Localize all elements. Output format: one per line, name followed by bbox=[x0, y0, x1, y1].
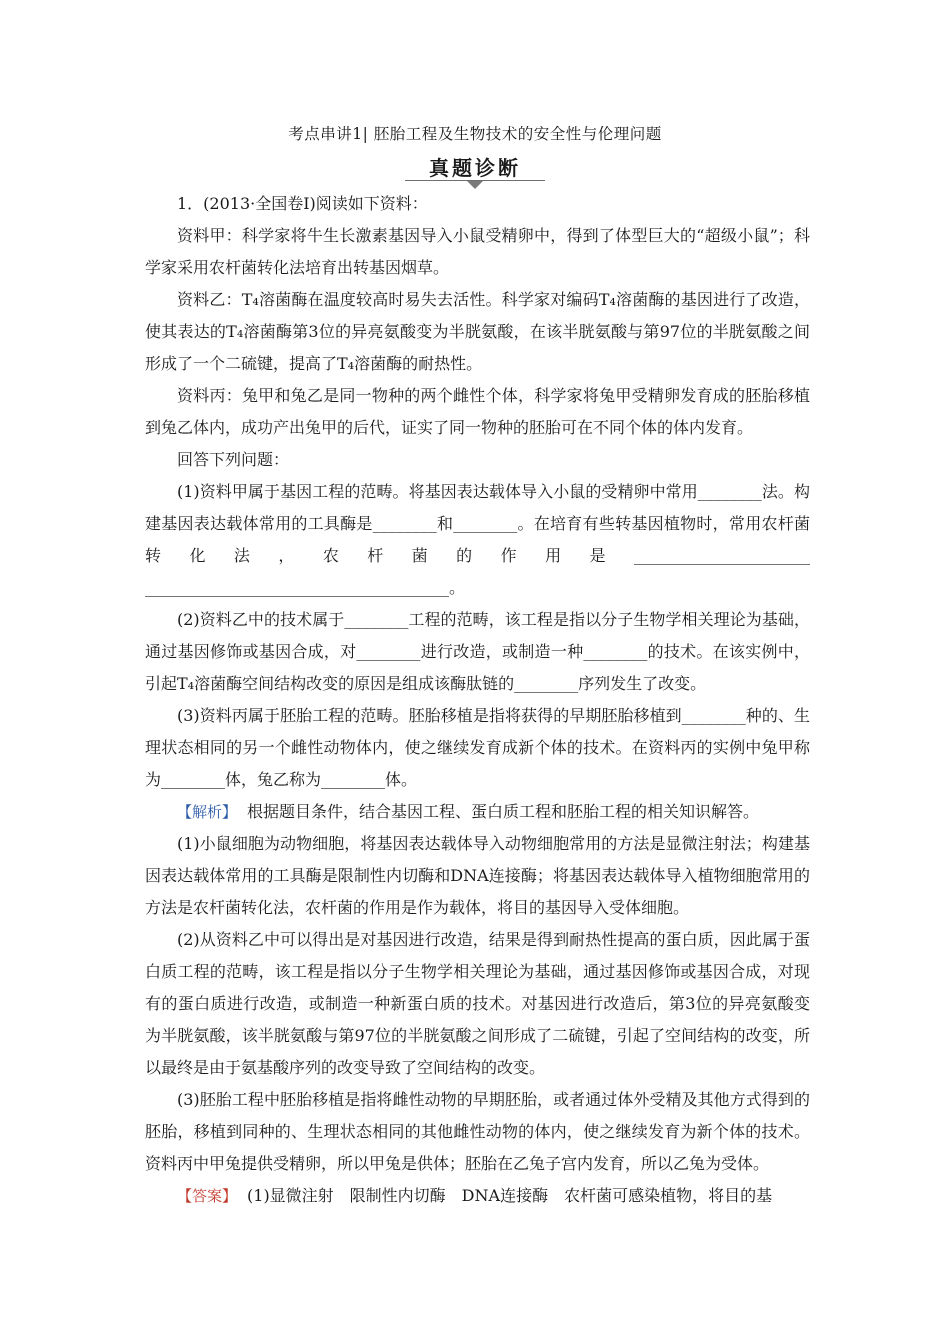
lecture-title: 考点串讲1| 胚胎工程及生物技术的安全性与伦理问题 bbox=[288, 125, 662, 143]
material-yi: 资料乙：T₄溶菌酶在温度较高时易失去活性。科学家对编码T₄溶菌酶的基因进行了改造，使其表达的T₄溶菌酶第3位的异亮氨酸变为半胱氨酸，在该半胱氨酸与第97位的半胱氨酸之间形成了一个二硫键，提高了T₄溶菌酶的耐热性。 bbox=[145, 290, 810, 373]
sub-question-3: (3)资料丙属于胚胎工程的范畴。胚胎移植是指将获得的早期胚胎移植到________种的、生理状态相同的另一个雌性动物体内，使之继续发育成新个体的技术。在资料丙的实例中兔甲称为________体，兔乙称为________体。 bbox=[145, 706, 810, 789]
analysis-label: 【解析】 bbox=[177, 803, 238, 821]
sub-question-1: (1)资料甲属于基因工程的范畴。将基因表达载体导入小鼠的受精卵中常用________法。构建基因表达载体常用的工具酶是________和________。在培育有些转基因植物时，常用农杆菌转化法，农杆菌的作用是______________________ ______________________________________。 bbox=[145, 482, 810, 597]
analysis-lead: 根据题目条件，结合基因工程、蛋白质工程和胚胎工程的相关知识解答。 bbox=[247, 802, 760, 821]
material-jia: 资料甲：科学家将牛生长激素基因导入小鼠受精卵中，得到了体型巨大的“超级小鼠”；科学家采用农杆菌转化法培育出转基因烟草。 bbox=[145, 226, 810, 277]
answer-paragraph bbox=[145, 1180, 810, 1212]
material-bing: 资料丙：兔甲和兔乙是同一物种的两个雌性个体，科学家将兔甲受精卵发育成的胚胎移植到兔乙体内，成功产出兔甲的后代，证实了同一物种的胚胎可在不同个体的体内发育。 bbox=[145, 386, 810, 437]
banner-text: 真题诊断 bbox=[429, 156, 521, 180]
analysis-2: (2)从资料乙中可以得出是对基因进行改造，结果是得到耐热性提高的蛋白质，因此属于蛋白质工程的范畴，该工程是指以分子生物学相关理论为基础，通过基因修饰或基因合成，对现有的蛋白质进行改造，或制造一种新蛋白质的技术。对基因进行改造后，第3位的异亮氨酸变为半胱氨酸，该半胱氨酸与第97位的半胱氨酸之间形成了二硫键，引起了空间结构的改变，所以最终是由于氨基酸序列的改变导致了空间结构的改变。 bbox=[145, 930, 810, 1077]
section-banner bbox=[405, 152, 545, 188]
analysis-lead-paragraph bbox=[145, 796, 810, 828]
answer-label: 【答案】 bbox=[177, 1187, 238, 1205]
question-prompt: 回答下列问题： bbox=[177, 450, 290, 469]
question-intro: 1．(2013·全国卷Ⅰ)阅读如下资料： bbox=[177, 194, 428, 213]
question-content bbox=[145, 188, 810, 1212]
analysis-3: (3)胚胎工程中胚胎移植是指将雌性动物的早期胚胎，或者通过体外受精及其他方式得到的胚胎，移植到同种的、生理状态相同的其他雌性动物的体内，使之继续发育为新个体的技术。资料丙中甲兔提供受精卵，所以甲兔是供体；胚胎在乙兔子宫内发育，所以乙兔为受体。 bbox=[145, 1090, 810, 1173]
answer-text: (1)显微注射 限制性内切酶 DNA连接酶 农杆菌可感染植物，将目的基 bbox=[247, 1186, 773, 1205]
sub-question-2: (2)资料乙中的技术属于________工程的范畴，该工程是指以分子生物学相关理论为基础，通过基因修饰或基因合成，对________进行改造，或制造一种________的技术。在该实例中，引起T₄溶菌酶空间结构改变的原因是组成该酶肽链的________序列发生了改变。 bbox=[145, 610, 810, 693]
analysis-1: (1)小鼠细胞为动物细胞，将基因表达载体导入动物细胞常用的方法是显微注射法；构建基因表达载体常用的工具酶是限制性内切酶和DNA连接酶；将基因表达载体导入植物细胞常用的方法是农杆菌转化法，农杆菌的作用是作为载体，将目的基因导入受体细胞。 bbox=[145, 834, 810, 917]
